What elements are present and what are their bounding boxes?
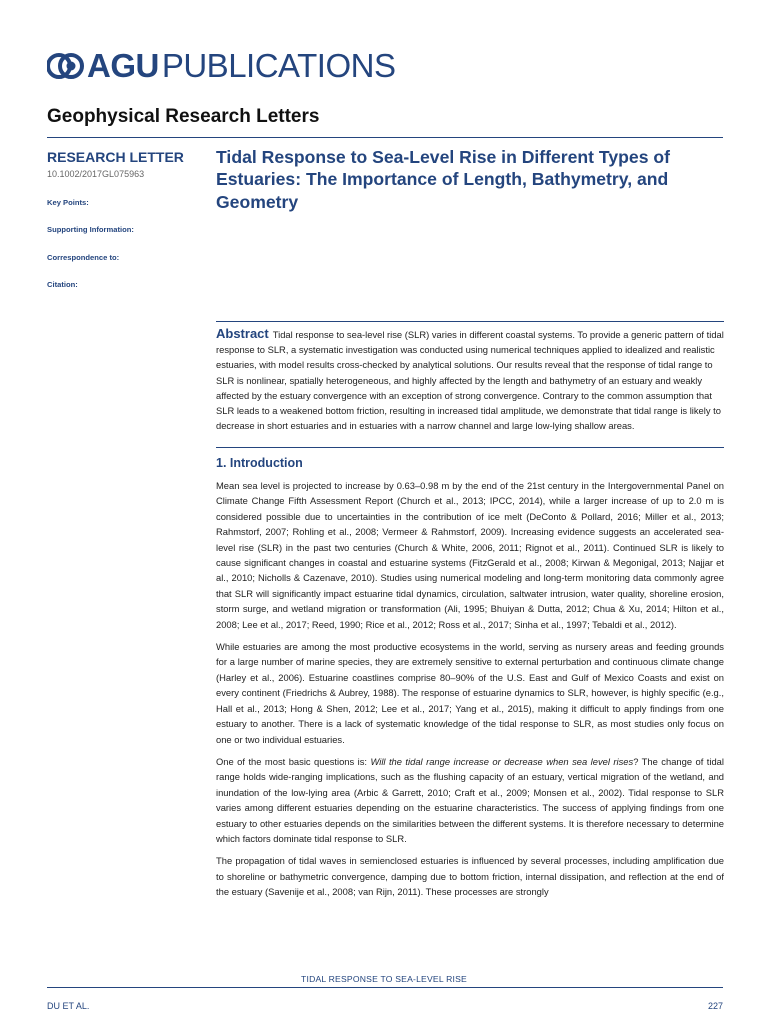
footer-divider <box>47 987 723 988</box>
journal-title: Geophysical Research Letters <box>47 106 320 127</box>
paragraph: The propagation of tidal waves in semienclosed estuaries is influenced by several processes, including amplification due to shoreline or bathymetric convergence, damping due to bottom friction, internal dissipation, and reflection at the end of the estuary (Savenije et al., 2008; van Rijn, 2011). These processes are strongly <box>216 855 724 898</box>
question-lead: One of the most basic questions is: <box>216 755 371 767</box>
article-header <box>216 146 724 220</box>
abstract-text: Tidal response to sea-level rise (SLR) varies in different coastal systems. To provide a generic pattern of tidal response to SLR, a systematic investigation was conducted using numerical techniques applied to idealized and realistic estuaries, with model results cross-checked by analytical solutions. Our results reveal that the response of tidal range to SLR is nonlinear, spatially heterogeneous, and highly affected by the length and bathymetry of an estuary and weakly affected by the estuary convergence with an exception of strong convergence. Contrary to the common assumption that SLR leads to a weakened bottom friction, resulting in increased tidal amplitude, we demonstrate that tidal range is likely to decrease in short estuaries and in estuaries with a narrow channel and large low-lying shallow areas. <box>216 329 724 432</box>
correspondence-heading: Correspondence to: <box>47 252 120 262</box>
doi[interactable]: 10.1002/2017GL075963 <box>47 169 145 179</box>
page-number: 227 <box>707 1001 723 1011</box>
header-divider <box>47 137 723 138</box>
agu-publications-logo <box>47 46 395 86</box>
logo-product: PUBLICATIONS <box>161 47 396 84</box>
abstract-heading: Abstract <box>216 326 269 341</box>
abstract-bottom-rule <box>216 447 724 448</box>
paragraph: While estuaries are among the most productive ecosystems in the world, serving as nursery areas and feeding grounds for a large number of marine species, they are extremely sensitive to external perturbation and continuous climate change (Harley et al., 2006). Estuarine coastlines comprise 80–90% of the U.S. East and Gulf of Mexico Coasts and exist on every continent (Friedrichs & Aubrey, 1988). The response of estuarine dynamics to SLR, however, is highly specific (e.g., Hall et al., 2013; Hong & Shen, 2012; Lee et al., 2017; Yang et al., 2015), making it difficult to apply findings from one estuary to another. There is a lack of systematic knowledge of the tidal response to SLR, as most studies only focus on one or two individual estuaries. <box>216 641 724 745</box>
sidebar <box>47 149 197 302</box>
supporting-info-heading: Supporting Information: <box>47 225 134 235</box>
article-title: Tidal Response to Sea-Level Rise in Different Types of Estuaries: The Importance of Length, Bathymetry, and Geometry <box>216 147 670 212</box>
running-title: TIDAL RESPONSE TO SEA-LEVEL RISE <box>301 974 467 984</box>
citation-heading: Citation: <box>47 279 78 289</box>
paragraph-question <box>216 754 724 846</box>
article-type: RESEARCH LETTER <box>47 149 184 165</box>
agu-globe-icon <box>47 51 85 81</box>
footer-authors: DU ET AL. <box>47 1001 90 1011</box>
section-heading-introduction: 1. Introduction <box>216 456 303 470</box>
abstract-top-rule <box>216 321 724 322</box>
body-text <box>216 478 724 907</box>
key-points-heading: Key Points: <box>47 198 89 208</box>
question-after: ? The change of tidal range holds wide-ranging implications, such as the flushing capacity of an estuary, vertical migration of the wetland, and inundation of the low-lying area (Arbic & Garrett, 2010; Craft et al., 2009; Monsen et al., 2002). Tidal response to SLR varies among different estuaries depending on the estuarine characteristics. The success of applying findings from one estuary to other estuaries depends on the similarities between the different systems. It is therefore necessary to determine which factors dominate tidal response to SLR. <box>216 755 724 844</box>
paragraph: Mean sea level is projected to increase by 0.63–0.98 m by the end of the 21st century in the Intergovernmental Panel on Climate Change Fifth Assessment Report (Church et al., 2013; IPCC, 2014), while a larger increase of up to 2.0 m is considered possible due to uncertainties in the contribution of ice melt (DeConto & Pollard, 2016; Miller et al., 2013; Rahmstorf, 2007; Rohling et al., 2008; Vermeer & Rahmstorf, 2009). Increasing evidence suggests an accelerated sea-level rise (SLR) in the past two centuries (Church & White, 2006, 2011; Rignot et al., 2011). Continued SLR is likely to cause significant changes in coastal and estuarine systems (FitzGerald et al., 2008; Kirwan & Megonigal, 2013; Najjar et al., 2010; Nicholls & Cazenave, 2010). Studies using numerical modeling and long-term monitoring data commonly agree that SLR will significantly impact estuarine tidal dynamics, circulation, saltwater intrusion, water quality, shoreline erosion, storm surge, and wetland migration or transformation (Ali, 1995; Bhuiyan & Dutta, 2012; Chua & Xu, 2014; Hilton et al., 2008; Lee et al., 2017; Reed, 1990; Rice et al., 2012; Ross et al., 2017; Sinha et al., 1997; Tebaldi et al., 2012). <box>216 480 724 630</box>
logo-brand: AGU <box>87 47 159 84</box>
research-question: Will the tidal range increase or decrease when sea level rises <box>370 755 634 767</box>
abstract-section <box>216 326 724 433</box>
